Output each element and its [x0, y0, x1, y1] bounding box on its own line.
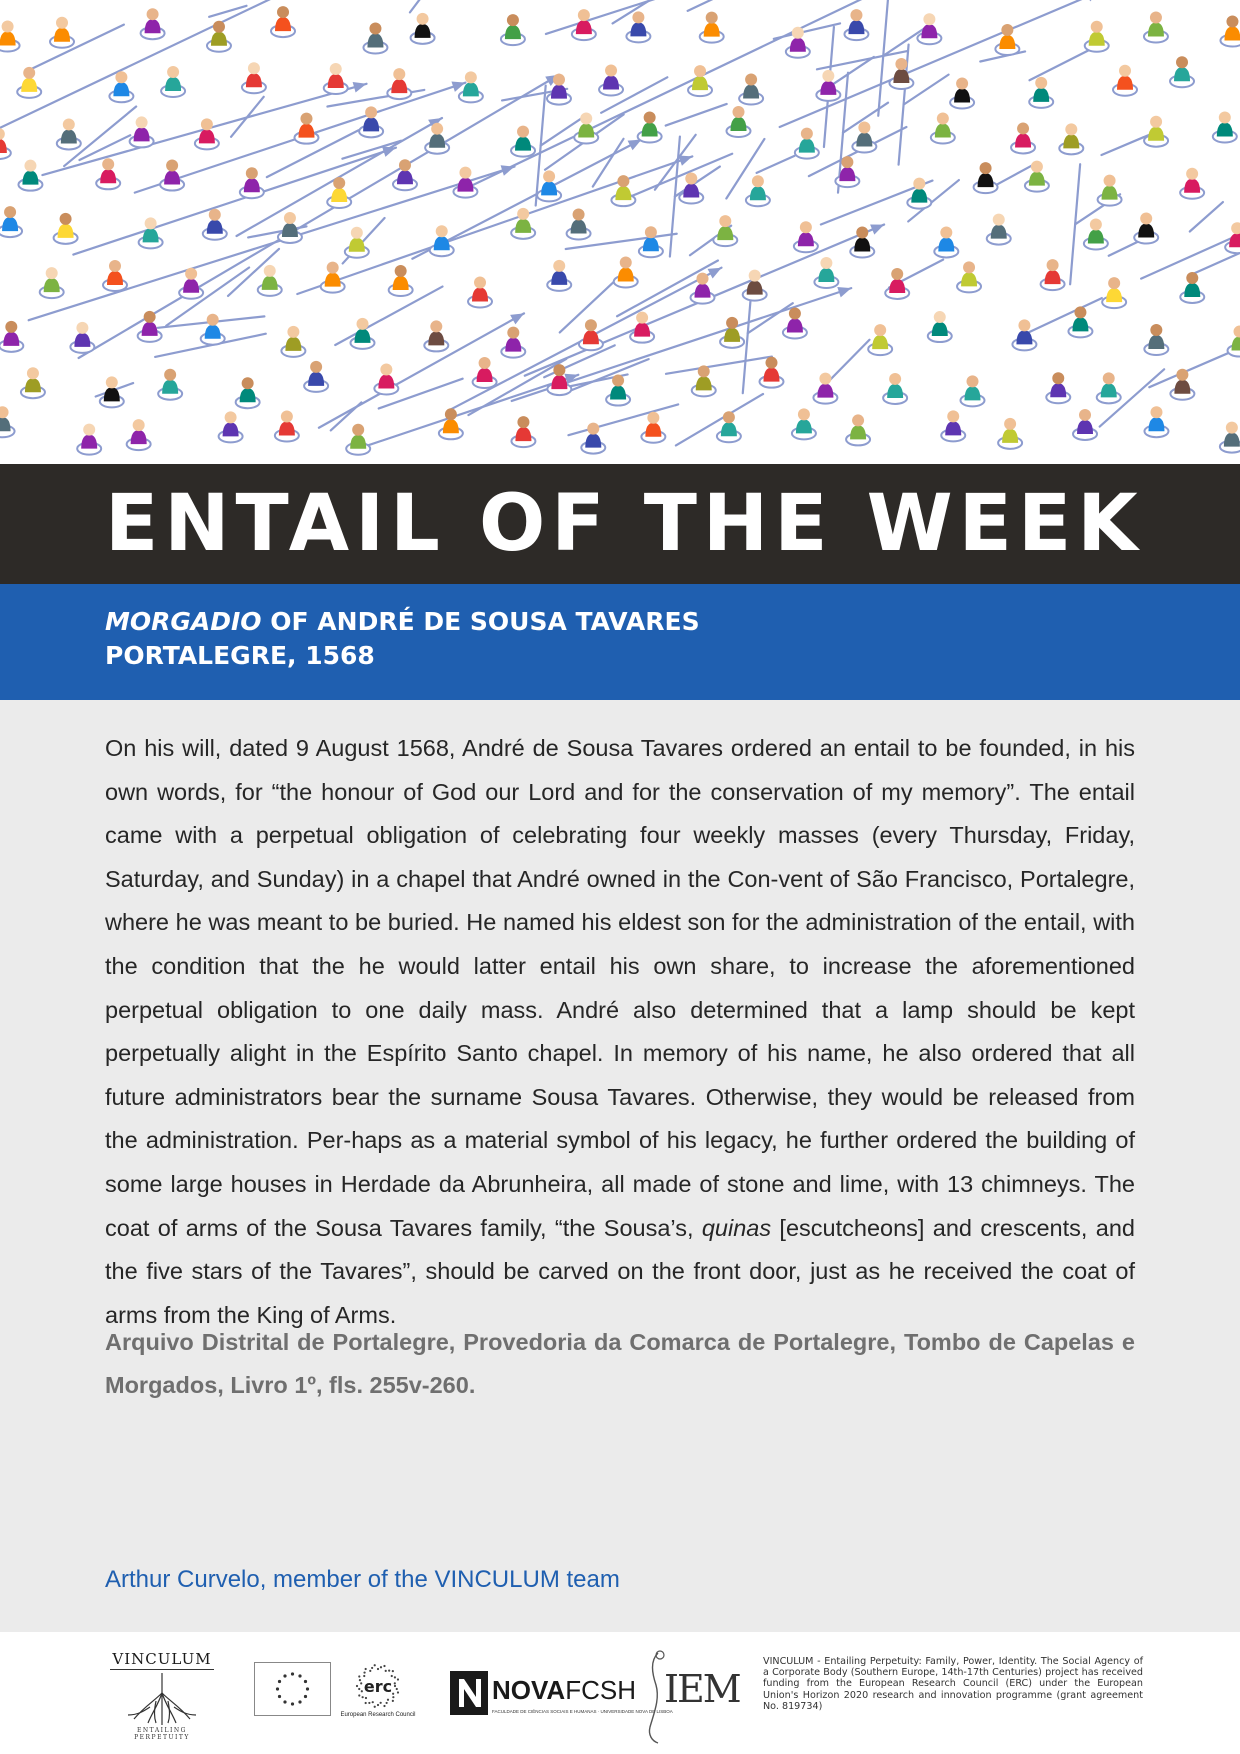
- archival-citation: Arquivo Distrital de Portalegre, Provedoria da Comarca de Portalegre, Tombo de Capelas e Morgados, Livro 1º, fls. 255v-260.: [105, 1329, 1135, 1398]
- nova-bold-text: NOVA: [492, 1675, 566, 1705]
- nova-subtitle: FACULDADE DE CIÊNCIAS SOCIAIS E HUMANAS · UNIVERSIDADE NOVA DE LISBOA: [492, 1709, 673, 1714]
- nova-fcsh-logo: [450, 1667, 673, 1727]
- funding-statement: VINCULUM - Entailing Perpetuity: Family, Power, Identity. The Social Agency of a Corporate Body (Southern Europe, 14th-17th Centuries) project has received funding from the European Research Council (ERC) under the European Union's Horizon 2020 research and innovation programme (grant agreement No. 819734): [763, 1656, 1143, 1712]
- vinculum-logo: [110, 1649, 214, 1743]
- erc-logo-text: erc: [363, 1677, 393, 1696]
- nova-light-text: FCSH: [565, 1675, 636, 1705]
- subtitle-line-1: [105, 605, 700, 639]
- erc-logo: [338, 1662, 418, 1742]
- vinculum-logo-name: VINCULUM: [110, 1649, 214, 1670]
- body-text-italic: quinas: [701, 1214, 772, 1241]
- content-area: [0, 700, 1240, 1632]
- body-text-end: [escutcheons] and crescents, and the five stars of the Tavares”, should be carved on the front door, just as he received the coat of arms from the King of Arms.: [105, 1214, 1135, 1328]
- iem-letters: IEM: [664, 1667, 740, 1711]
- nova-n-icon: [450, 1671, 488, 1715]
- iem-logo: [640, 1647, 740, 1747]
- subtitle-line-2: PORTALEGRE, 1568: [105, 641, 375, 670]
- erc-caption: European Research Council: [340, 1712, 416, 1718]
- subtitle-rest: OF ANDRÉ DE SOUSA TAVARES: [261, 607, 700, 636]
- eu-flag-logo: [254, 1662, 331, 1716]
- vinculum-tagline: ENTAILING PERPETUITY: [134, 1727, 190, 1741]
- eu-stars-icon: [255, 1663, 330, 1715]
- subtitle-italic: MORGADIO: [105, 607, 262, 636]
- network-illustration: [0, 0, 1240, 464]
- body-text-main: On his will, dated 9 August 1568, André de Sousa Tavares ordered an entail to be founded, in his own words, for “the honour of God our Lord and for the conservation of my memory”. The entail came with a perpetual obligation of celebrating four weekly masses (every Thursday, Friday, Saturday, and Sunday) in a chapel that André owned in the Con-vent of São Francisco, Portalegre, where he was meant to be buried. He named his eldest son for the administration of the entail, with the condition that the he would latter entail his own share, to increase the aforementioned perpetual obligation to one daily mass. André also determined that a lamp should be kept perpetually alight in the Espírito Santo chapel. In memory of his name, he also ordered that all future administrators bear the surname Sousa Tavares. Otherwise, they would be released from the administration. Per-haps as a material symbol of his legacy, he further ordered the building of some large houses in Herdade da Abrunheira, all made of stone and lime, with 13 chimneys. The coat of arms of the Sousa Tavares family, “the Sousa’s,: [105, 735, 1135, 1241]
- page-title: ENTAIL OF THE WEEK: [105, 479, 1144, 569]
- body-paragraph: [105, 727, 1135, 1337]
- subtitle-band: [0, 584, 1240, 700]
- author-credit: Arthur Curvelo, member of the VINCULUM team: [105, 1566, 620, 1593]
- footer: [0, 1632, 1240, 1754]
- erc-dots-icon: [338, 1662, 418, 1712]
- hero-illustration: [0, 0, 1240, 464]
- nova-wordmark: [492, 1675, 636, 1706]
- title-band: [0, 464, 1240, 584]
